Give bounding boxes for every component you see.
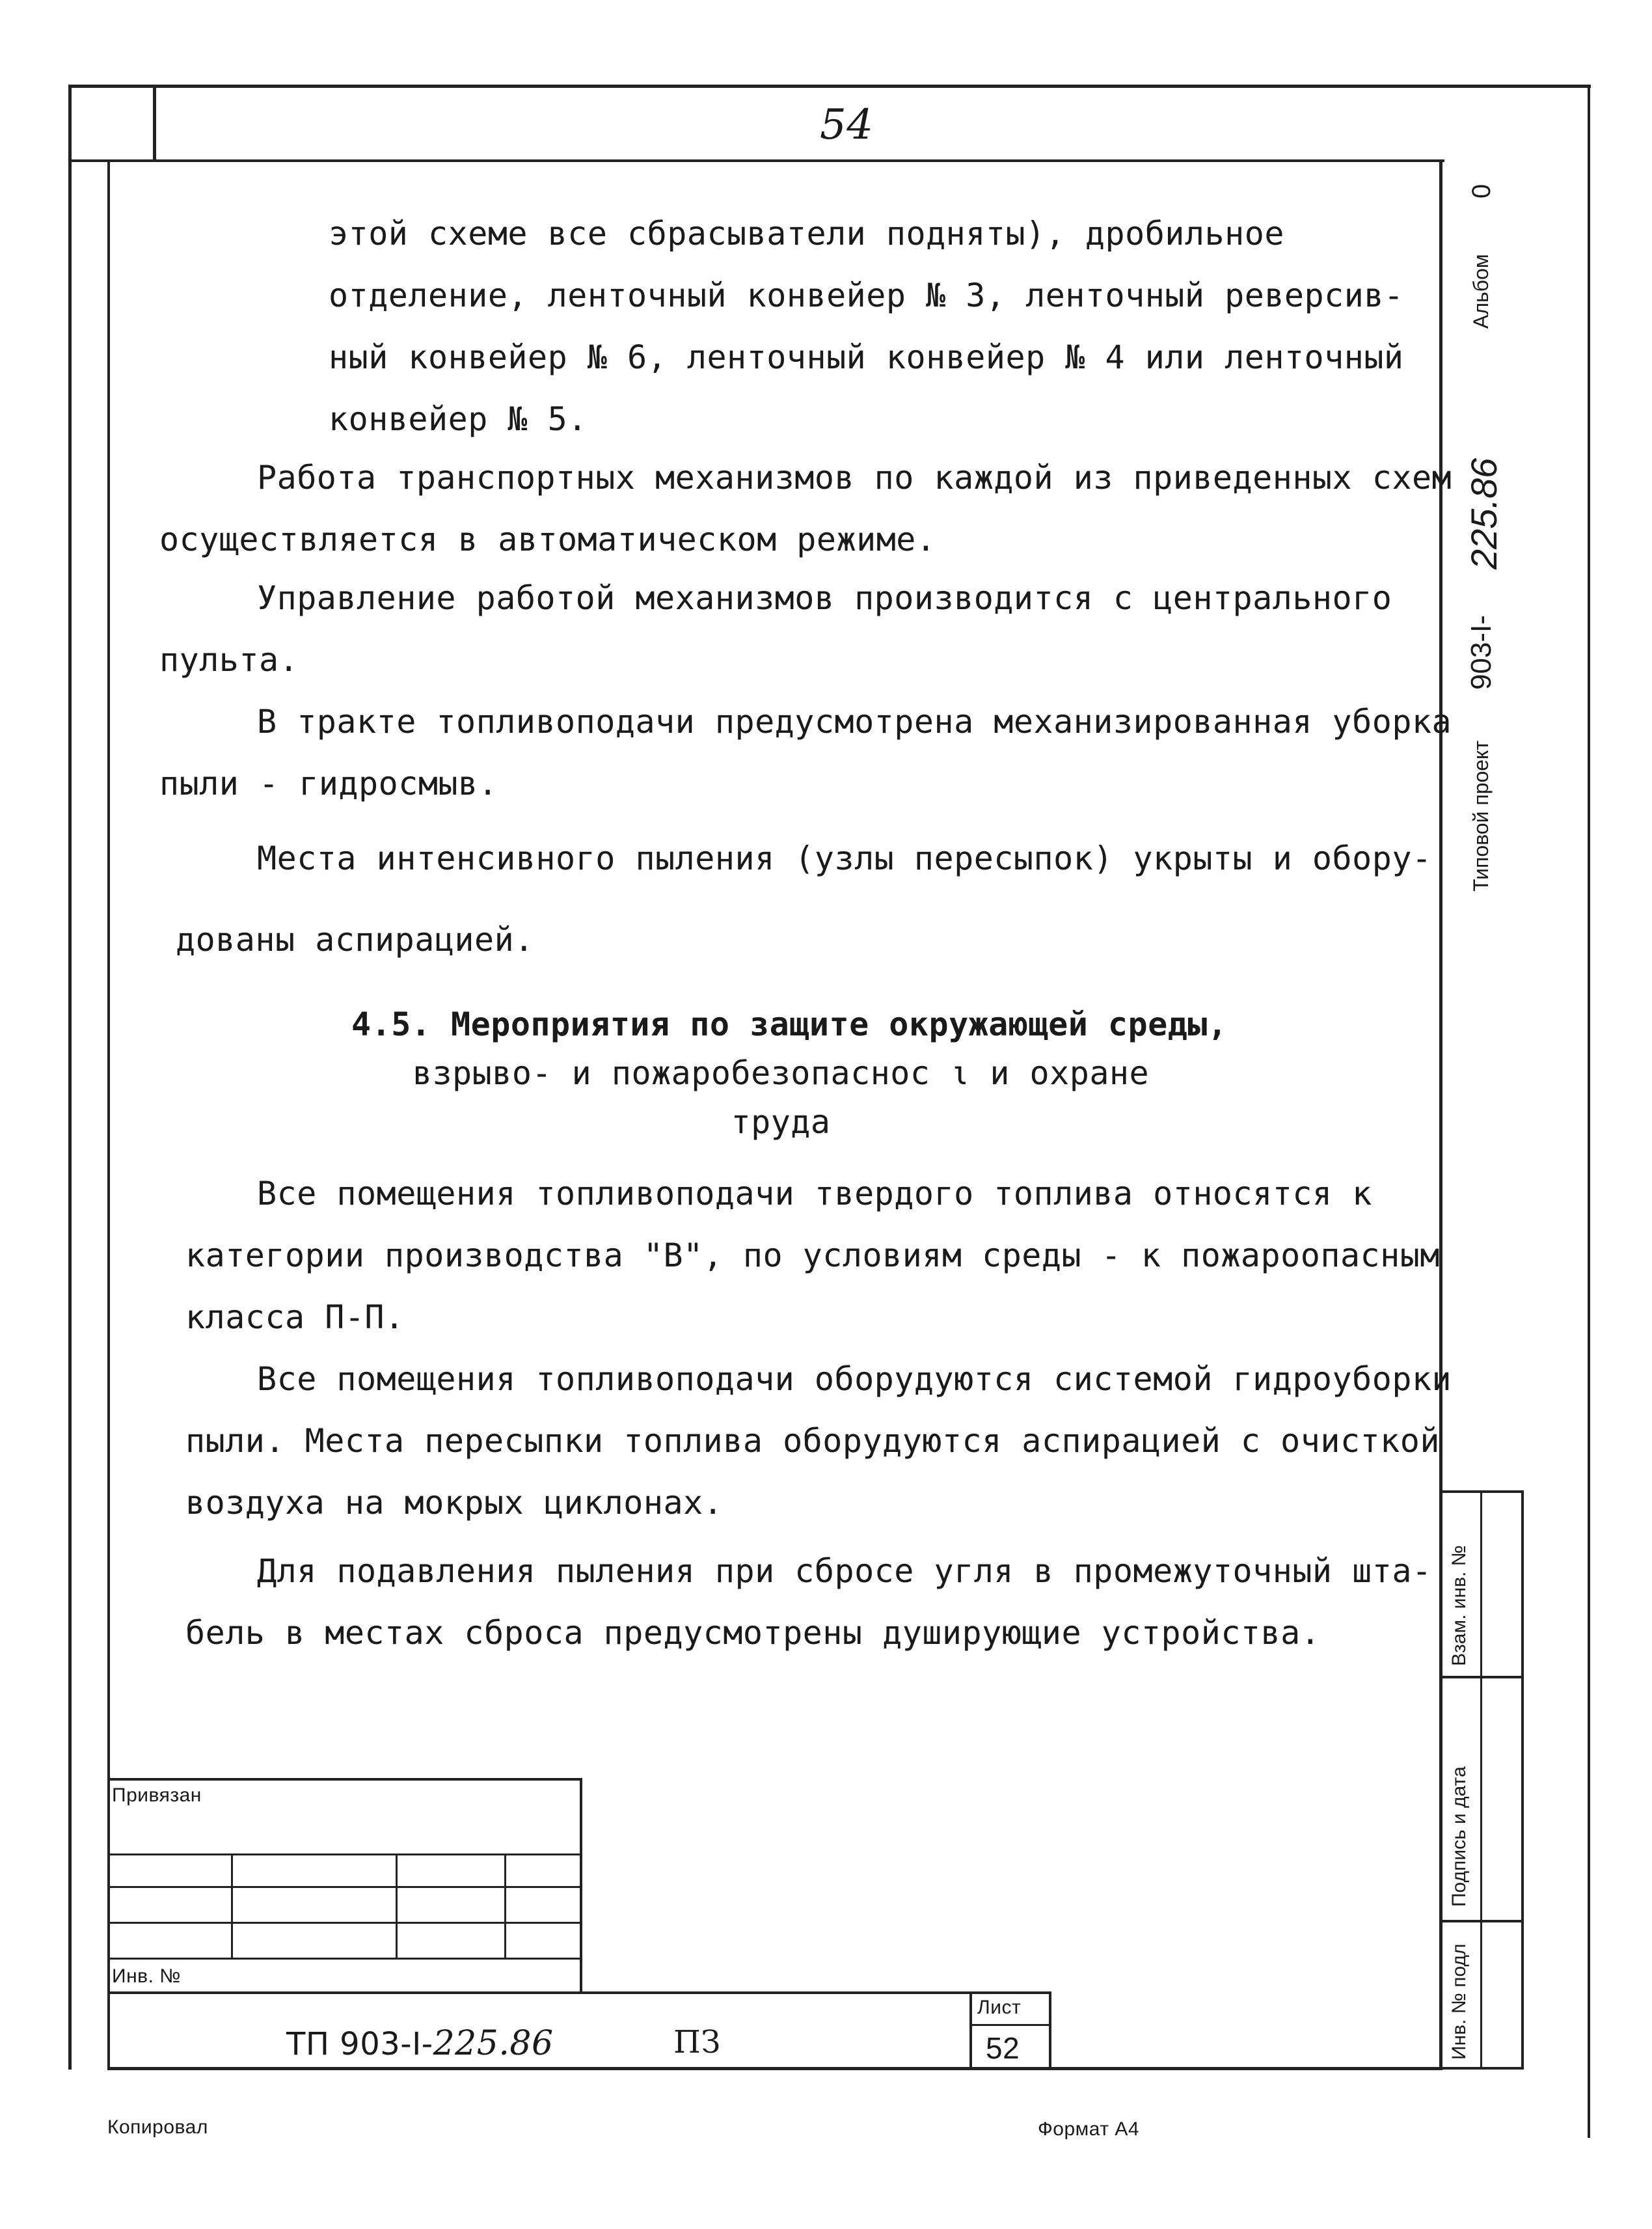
footer-format: Формат А4 xyxy=(1038,2118,1140,2140)
binding-col-line-3 xyxy=(504,1853,506,1958)
stamp-inv-original-label: Инв. № подл xyxy=(1448,1943,1470,2060)
binding-right-line xyxy=(580,1778,582,1993)
frame-top-line xyxy=(68,85,1591,88)
album-label: Альбом xyxy=(1469,254,1493,329)
page-edge-right xyxy=(1588,88,1590,2138)
paragraph7-line1: Все помещения топливоподачи оборудуются системой гидроуборки xyxy=(257,1360,1452,1398)
doc-code-handwritten: 225.86 xyxy=(433,2024,554,2063)
binding-col-line-1 xyxy=(231,1853,233,1958)
album-number: 0 xyxy=(1467,184,1496,198)
paragraph1-line1: этой схеме все сбрасыватели подняты), дробильное xyxy=(329,215,1284,253)
section-heading-line1: 4.5. Мероприятия по защите окружающей среды, xyxy=(351,1005,1228,1043)
frame-left-line xyxy=(68,85,72,2070)
paragraph8-line1: Для подавления пыления при сбросе угля в промежуточный шта- xyxy=(257,1552,1432,1590)
binding-row-line-4 xyxy=(107,1958,582,1960)
project-code: 903-I- xyxy=(1465,615,1497,690)
binding-row-line-1 xyxy=(107,1853,582,1855)
paragraph7-line2: пыли. Места пересыпки топлива оборудуются аспирацией с очисткой xyxy=(185,1422,1440,1460)
paragraph3-line2: пульта. xyxy=(159,641,299,679)
page-number-handwritten: 54 xyxy=(820,101,874,149)
section-heading-line2: взрыво- и пожаробезопаснос ι и охране xyxy=(412,1054,1150,1092)
paragraph4-line1: В тракте топливоподачи предусмотрена механизированная уборка xyxy=(257,703,1452,741)
paragraph5-line1: Места интенсивного пыления (узлы пересыпок) укрыты и обору- xyxy=(257,840,1432,877)
binding-col-line-2 xyxy=(396,1853,398,1958)
paragraph6-line2: категории производства "В", по условиям среды - к пожароопасным xyxy=(185,1237,1440,1274)
frame-inner-top-line xyxy=(68,159,1444,162)
sheet-box-right xyxy=(1049,1991,1051,2070)
paragraph7-line3: воздуха на мокрых циклонах. xyxy=(185,1484,724,1522)
binding-row-line-3 xyxy=(107,1922,582,1924)
binding-top-line xyxy=(107,1778,582,1781)
stamp-outer-vertical xyxy=(1521,1490,1524,2070)
doc-type: ПЗ xyxy=(673,2024,721,2060)
sheet-box-left xyxy=(969,1991,972,2070)
frame-corner-box-divider xyxy=(153,85,156,162)
frame-inner-left-line xyxy=(107,159,110,2070)
paragraph4-line2: пыли - гидросмыв. xyxy=(159,765,498,802)
binding-bottom-line xyxy=(107,1991,1051,1994)
paragraph5-line2: дованы аспирацией. xyxy=(176,921,534,959)
paragraph2-line1: Работа транспортных механизмов по каждой из приведенных схем xyxy=(257,459,1452,497)
paragraph1-line4: конвейер № 5. xyxy=(329,400,588,438)
stamp-inner-vertical xyxy=(1480,1490,1482,2070)
paragraph1-line2: отделение, ленточный конвейер № 3, ленточный реверсив- xyxy=(329,277,1404,314)
section-heading-line3: труда xyxy=(731,1103,831,1141)
tied-label: Привязан xyxy=(112,1785,202,1806)
paragraph2-line2: осуществляется в автоматическом режиме. xyxy=(159,521,936,558)
paragraph1-line3: ный конвейер № 6, ленточный конвейер № 4 или ленточный xyxy=(329,338,1404,376)
paragraph6-line3: класса П-П. xyxy=(185,1298,405,1336)
sheet-label: Лист xyxy=(977,1997,1022,2018)
paragraph8-line2: бель в местах сброса предусмотрены душирующие устройства. xyxy=(185,1614,1321,1652)
paragraph6-line1: Все помещения топливоподачи твердого топлива относятся к xyxy=(257,1175,1372,1212)
paragraph3-line1: Управление работой механизмов производится с центрального xyxy=(257,579,1392,617)
frame-right-line xyxy=(1439,159,1442,2070)
frame-bottom-line xyxy=(107,2067,1442,2070)
sheet-number: 52 xyxy=(986,2031,1020,2065)
project-label: Типовой проект xyxy=(1469,740,1493,892)
sheet-box-divider xyxy=(969,2024,1051,2026)
inv-label: Инв. № xyxy=(112,1965,181,1987)
project-code-handwritten: 225.86 xyxy=(1463,458,1504,569)
stamp-sign-date-label: Подпись и дата xyxy=(1448,1766,1470,1907)
footer-copied: Копировал xyxy=(107,2116,208,2138)
stamp-inv-replace-label: Взам. инв. № xyxy=(1448,1545,1470,1666)
binding-row-line-2 xyxy=(107,1886,582,1888)
doc-code-printed: ТП 903-I- xyxy=(286,2026,433,2062)
doc-code xyxy=(286,2024,554,2063)
